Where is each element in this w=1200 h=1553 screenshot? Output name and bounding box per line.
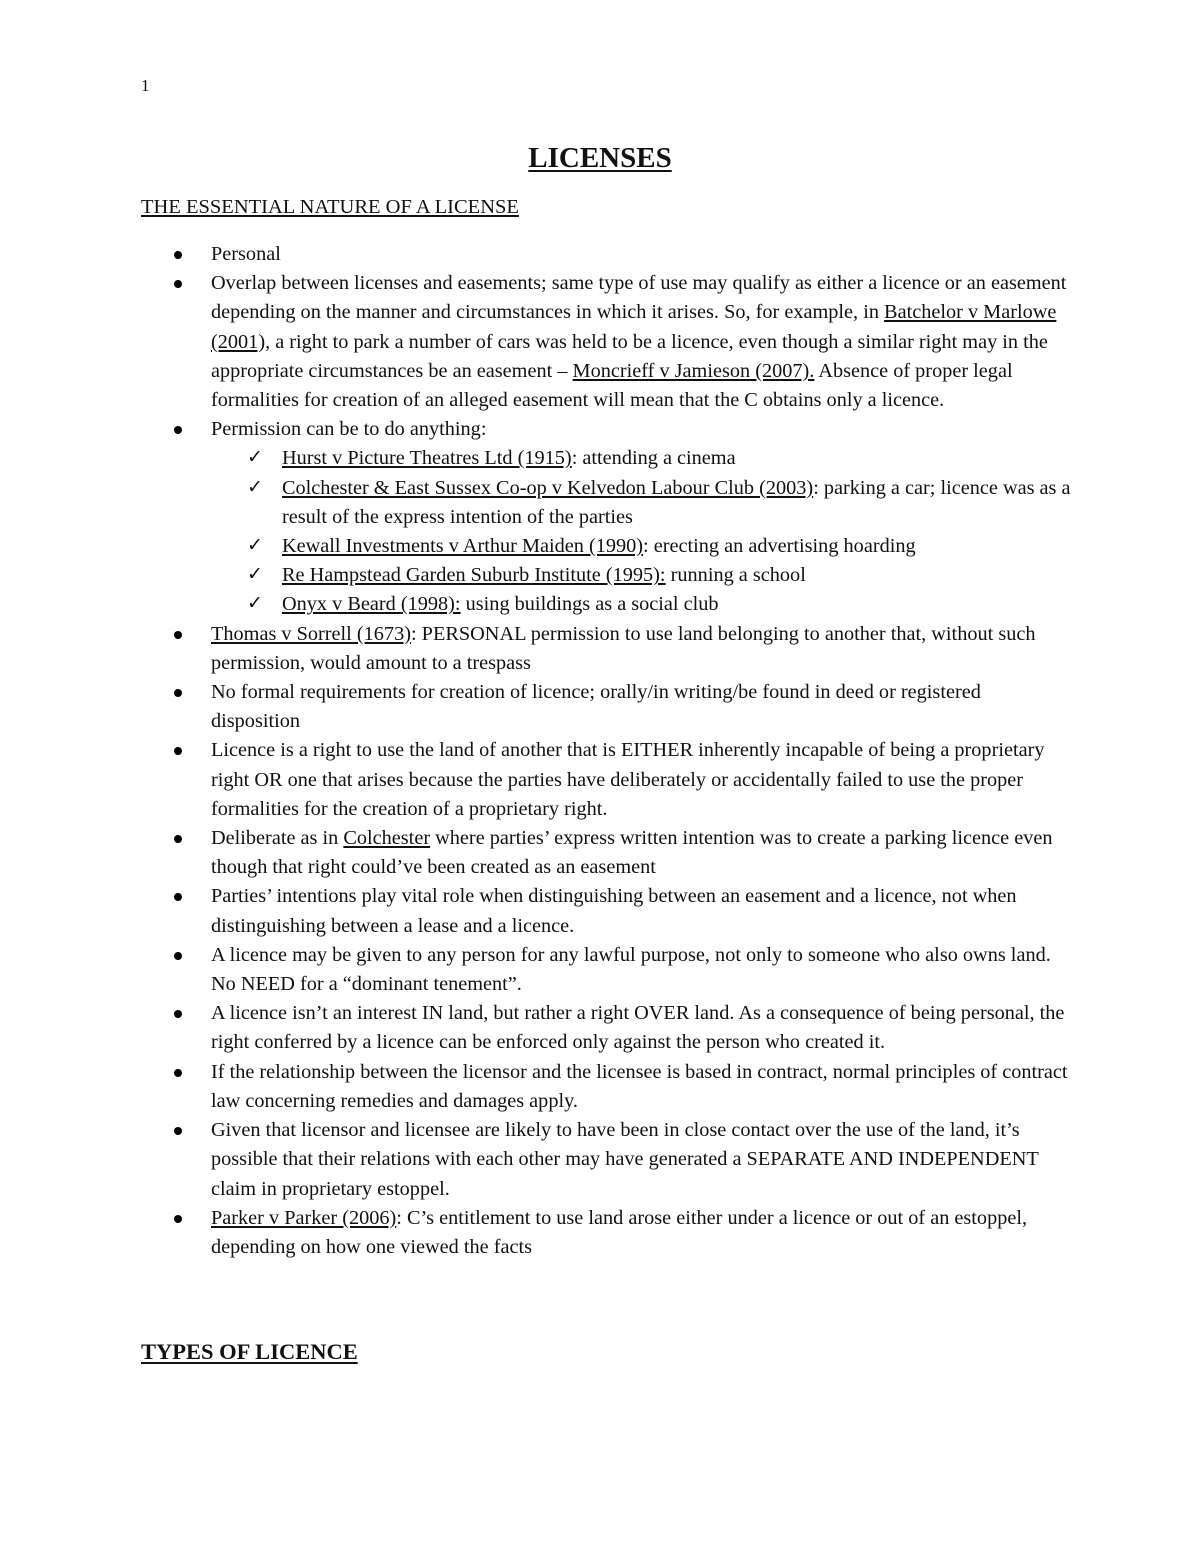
bullet-item: A licence isn’t an interest IN land, but rather a right OVER land. As a consequence of being personal, the right conferred by a licence can be enforced only against the person who created it. [211, 999, 1071, 1057]
bullet-item: Thomas v Sorrell (1673): PERSONAL permission to use land belonging to another that, without such permission, would amount to a trespass [211, 620, 1071, 678]
case-reference: Hurst v Picture Theatres Ltd (1915) [282, 447, 572, 470]
bullet-item: Deliberate as in Colchester where parties’ express written intention was to create a parking licence even though that right could’ve been created as an easement [211, 824, 1071, 882]
section-heading-types-of-licence: TYPES OF LICENCE [141, 1339, 358, 1364]
check-item: ✓ Re Hampstead Garden Suburb Institute (1995): running a school [282, 561, 1071, 590]
bullet-item: Parker v Parker (2006): C’s entitlement to use land arose either under a licence or out of an estoppel, depending on how one viewed the facts [211, 1204, 1071, 1262]
document-title: LICENSES [528, 142, 672, 174]
bullet-item: Permission can be to do anything: ✓ Hurst v Picture Theatres Ltd (1915): attending a cinema ✓ Colchester & East Sussex Co-op v Kelvedon Labour Club (2003): parking a car; licence was as a result of the express intention of the parties ✓ Kewall Investments v Arthur Maiden (1990): erecting an advertising hoarding ✓ Re Hampstead Garden Suburb Institute (1995): running a school ✓ Onyx v Beard (1998): using buildings as a social club [211, 415, 1071, 619]
case-reference: Kewall Investments v Arthur Maiden (1990) [282, 535, 644, 558]
bullet-item: A licence may be given to any person for any lawful purpose, not only to someone who also owns land. No NEED for a “dominant tenement”. [211, 941, 1071, 999]
case-reference: Colchester [343, 827, 431, 850]
page-number: 1 [141, 76, 150, 95]
case-reference: Parker v Parker (2006) [211, 1206, 397, 1229]
bullet-item: Given that licensor and licensee are likely to have been in close contact over the use of the land, it’s possible that their relations with each other may have generated a SEPARATE AND INDEPENDENT claim in proprietary estoppel. [211, 1116, 1071, 1204]
bullet-item: If the relationship between the licensor and the licensee is based in contract, normal principles of contract law concerning remedies and damages apply. [211, 1058, 1071, 1116]
case-reference: Re Hampstead Garden Suburb Institute (1995): [282, 564, 666, 587]
case-reference: Moncrieff v Jamieson (2007). [572, 359, 815, 382]
case-reference: Thomas v Sorrell (1673) [211, 622, 411, 645]
check-item: ✓ Kewall Investments v Arthur Maiden (1990): erecting an advertising hoarding [282, 532, 1071, 561]
bullet-item: Licence is a right to use the land of another that is EITHER inherently incapable of being a proprietary right OR one that arises because the parties have deliberately or accidentally failed to use the proper formalities for the creation of a proprietary right. [211, 736, 1071, 824]
check-item: ✓ Hurst v Picture Theatres Ltd (1915): attending a cinema [282, 444, 1071, 473]
check-item: ✓ Colchester & East Sussex Co-op v Kelvedon Labour Club (2003): parking a car; licence was as a result of the express intention of the parties [282, 474, 1071, 532]
bullet-item: Parties’ intentions play vital role when distinguishing between an easement and a licence, not when distinguishing between a lease and a licence. [211, 882, 1071, 940]
bullet-item: No formal requirements for creation of licence; orally/in writing/be found in deed or registered disposition [211, 678, 1071, 736]
check-item: ✓ Onyx v Beard (1998): using buildings as a social club [282, 590, 1071, 619]
check-sub-list [211, 444, 1071, 619]
case-reference: Colchester & East Sussex Co-op v Kelvedon Labour Club (2003) [282, 476, 814, 499]
bullet-list [211, 240, 1071, 1262]
bullet-item: Personal [211, 240, 1071, 269]
case-reference: Onyx v Beard (1998): [282, 593, 461, 616]
case-reference: Batchelor v Marlowe (2001), [211, 301, 1057, 353]
section-heading-essential-nature: THE ESSENTIAL NATURE OF A LICENSE [141, 196, 519, 218]
bullet-item: Overlap between licenses and easements; same type of use may qualify as either a licence or an easement depending on the manner and circumstances in which it arises. So, for example, in Batchelor v Marlowe (2001), a right to park a number of cars was held to be a licence, even though a similar right may in the appropriate circumstances be an easement – Moncrieff v Jamieson (2007). Absence of proper legal formalities for creation of an alleged easement will mean that the C obtains only a licence. [211, 269, 1071, 415]
